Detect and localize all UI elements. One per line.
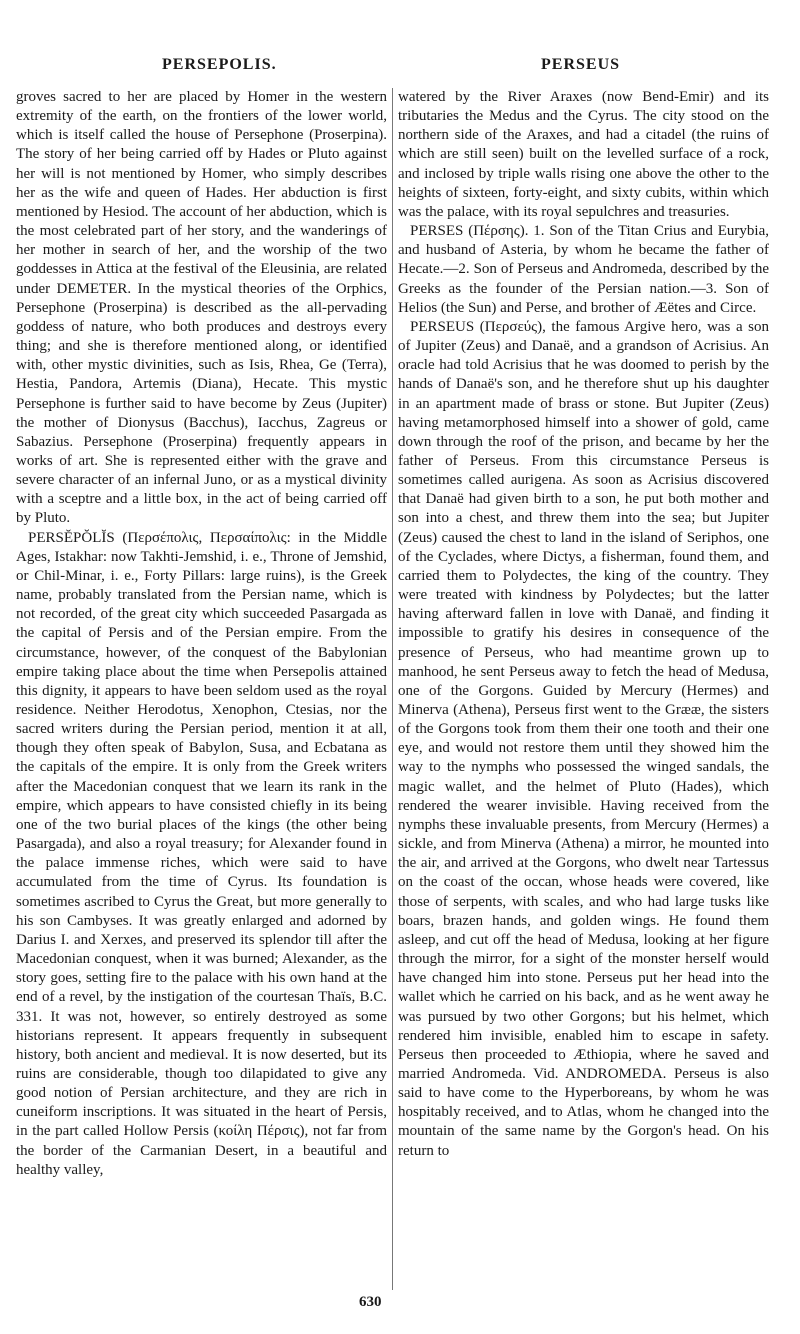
entry-perseus: PERSEUS (Περσεύς), the famous Argive hero, was a son of Jupiter (Zeus) and Danaë, and a grandson of Acrisius. An oracle had told Acrisius that he was doomed to perish by the hands of Danaë's son, and he therefore shut up his daughter in an apartment made of brass or stone. But Jupiter (Zeus) having metamorphosed himself into a shower of gold, came down through the roof of the prison, and became by her the father of Perseus. From this circumstance Perseus is sometimes called aurigena. As soon as Acrisius discovered that Danaë had given birth to a son, he put both mother and son into a chest, and threw them into the sea; but Jupiter (Zeus) caused the chest to land in the island of Seriphos, one of the Cyclades, where Dictys, a fisherman, found them, and carried them to Polydectes, the king of the country. They were treated with kindness by Polydectes; but the latter having afterward fallen in love with Danaë, and finding it impossible to gratify his desires in consequence of the presence of Perseus, who had meantime grown up to manhood, he sent Perseus away to fetch the head of Medusa, one of the Gorgons. Guided by Mercury (Hermes) and Minerva (Athena), Perseus first went to the Grææ, the sisters of the Gorgons took from them their one tooth and their one eye, and would not restore them until they showed him the way to the nymphs who possessed the winged sandals, the magic wallet, and the helmet of Pluto (Hades), which rendered the wearer invisible. Having received from the nymphs these invaluable presents, from Mercury (Hermes) a sickle, and from Minerva (Athena) a mirror, he mounted into the air, and arrived at the Gorgons, who dwelt near Tartessus on the coast of the occan, whose heads were covered, like those of serpents, with scales, and who had large tusks like boars, brazen hands, and golden wings. He found them asleep, and cut off the head of Medusa, looking at her figure through the mirror, for a sight of the monster herself would have changed him into stone. Perseus put her head into the wallet which he carried on his back, and as he went away he was pursued by two other Gorgons; but his helmet, which rendered him invisible, enabled him to escape in safety. Perseus then proceeded to Æthiopia, where he saved and married Andromeda. Vid. ANDROMEDA. Perseus is also said to have come to the Hyperboreans, by whom he was hospitably received, and to Atlas, whom he changed into the mountain of the same name by the Gorgon's head. On his return to bbox=[398, 318, 769, 1159]
left-column bbox=[16, 88, 387, 1293]
page-number: 630 bbox=[359, 1294, 382, 1310]
running-header bbox=[0, 56, 800, 80]
right-column bbox=[398, 88, 769, 1293]
column-divider bbox=[392, 88, 393, 1290]
entry-persephone-continued: groves sacred to her are placed by Homer in the western extremity of the earth, on the frontiers of the lower world, which is itself called the house of Persephone (Proserpina). The story of her being carried off by Hades or Pluto against her will is not mentioned by Homer, who simply describes her as the wife and queen of Hades. Her abduction is first mentioned by Hesiod. The account of her abduction, which is the most celebrated part of her story, and the wanderings of her mother in search of her, and the worship of the two goddesses in Attica at the festival of the Eleusinia, are related under DEMETER. In the mystical theories of the Orphics, Persephone (Proserpina) is described as the all-pervading goddess of nature, who both produces and destroys every thing; and she is therefore mentioned along, or identified with, other mystic divinities, such as Isis, Rhea, Ge (Terra), Hestia, Pandora, Artemis (Diana), Hecate. This mystic Persephone is further said to have become by Zeus (Jupiter) the mother of Dionysus (Bacchus), Iacchus, Zagreus or Sabazius. Persephone (Proserpina) frequently appears in works of art. She is represented either with the grave and severe character of an infernal Juno, or as a mystical divinity with a sceptre and a little box, in the act of being carried off by Pluto. bbox=[16, 89, 387, 527]
entry-perses: PERSES (Πέρσης). 1. Son of the Titan Crius and Eurybia, and husband of Asteria, by whom he became the father of Hecate.—2. Son of Perseus and Andromeda, described by the Greeks as the founder of the Persian nation.—3. Son of Helios (the Sun) and Perse, and brother of Æëtes and Circe. bbox=[398, 223, 769, 316]
running-head-left: PERSEPOLIS. bbox=[162, 56, 277, 73]
entry-persepolis: PERSĔPŎLĬS (Περσέπολις, Περσαίπολις: in the Middle Ages, Istakhar: now Takhti-Jemshid, i. e., Throne of Jemshid, or Chil-Minar, i. e., Forty Pillars: large ruins), is the Greek name, probably translated from the Persian name, which is not recorded, of the great city which succeeded Pasargada as the capital of Persis and of the Persian empire. From the circumstance, however, of the conquest of the Babylonian empire taking place about the time when Persepolis attained this dignity, it appears to have been seldom used as the royal residence. Neither Herodotus, Xenophon, Ctesias, nor the sacred writers during the Persian period, mention it at all, though they often speak of Babylon, Susa, and Ecbatana as the capitals of the empire. It is only from the Greek writers after the Macedonian conquest that we learn its rank in the empire, which appears to have consisted chiefly in its being one of the two burial places of the kings (the other being Pasargada), and also a royal treasury; for Alexander found in the palace immense riches, which were said to have accumulated from the time of Cyrus. Its foundation is sometimes ascribed to Cyrus the Great, but more generally to his son Cambyses. It was greatly enlarged and adorned by Darius I. and Xerxes, and preserved its splendor till after the Macedonian conquest, when it was burned; Alexander, as the story goes, setting fire to the palace with his own hand at the end of a revel, by the instigation of the courtesan Thaïs, B.C. 331. It was not, however, so entirely destroyed as some historians represent. It appears frequently in subsequent history, both ancient and medieval. It is now deserted, but its ruins are considerable, though too dilapidated to give any good notion of Persian architecture, and they are rich in cuneiform inscriptions. It was situated in the heart of Persis, in the part called Hollow Persis (κοίλη Πέρσις), not far from the border of the Carmanian Desert, in a beautiful and healthy valley, bbox=[16, 529, 387, 1178]
running-head-right: PERSEUS bbox=[541, 56, 621, 73]
entry-persepolis-continued: watered by the River Araxes (now Bend-Emir) and its tributaries the Medus and the Cyrus. The city stood on the northern side of the Araxes, and had a citadel (the ruins of which are still seen) built on the levelled surface of a rock, and inclosed by triple walls rising one above the other to the heights of sixteen, forty-eight, and sixty cubits, within which was the palace, with its royal sepulchres and treasuries. bbox=[398, 89, 769, 220]
